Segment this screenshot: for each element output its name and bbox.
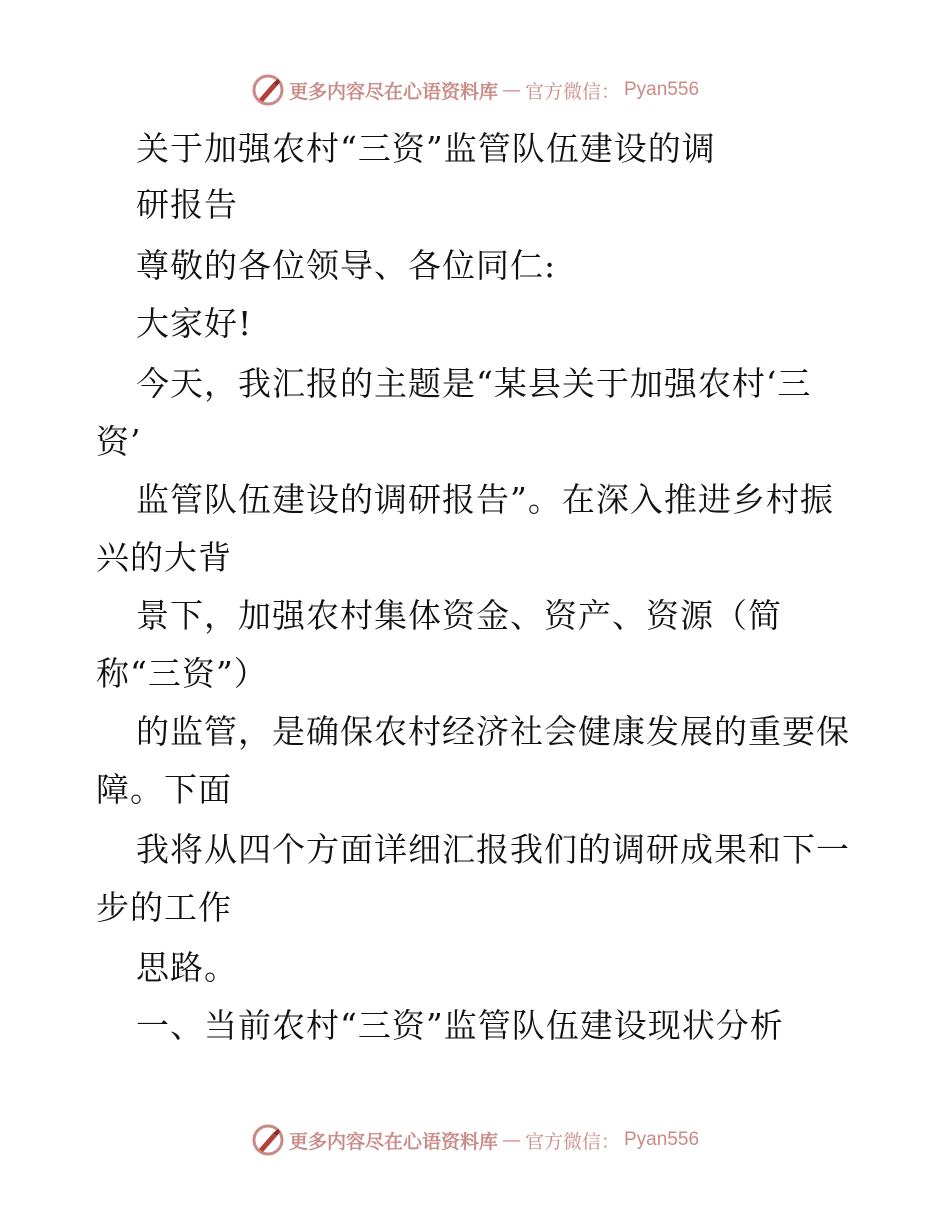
paragraph-line: 今天，我汇报的主题是“某县关于加强农村‘三 [136,364,812,403]
paragraph-line: 兴的大背 [96,538,232,577]
watermark-dash: — [501,79,521,101]
watermark-text: 更多内容尽在心语资料库 [288,80,498,103]
title-line-1: 关于加强农村“三资”监管队伍建设的调 [136,129,716,168]
paragraph-line: 步的工作 [96,888,232,927]
paragraph-line: 监管队伍建设的调研报告”。在深入推进乡村振 [136,480,834,519]
watermark-wechat-label: 官方微信： [524,80,620,103]
pen-logo-icon [251,1123,285,1157]
watermark-text: 更多内容尽在心语资料库 [288,1130,498,1153]
greeting: 大家好! [136,304,253,343]
paragraph-line: 的监管，是确保农村经济社会健康发展的重要保 [136,712,850,751]
watermark-wechat-id: Pyan556 [624,1129,700,1150]
paragraph-line: 景下，加强农村集体资金、资产、资源（简 [136,596,782,635]
title-line-2: 研报告 [136,185,238,224]
watermark-wechat-id: Pyan556 [624,79,700,100]
paragraph-line: 障。下面 [96,770,232,809]
section-heading: 一、当前农村“三资”监管队伍建设现状分析 [136,1006,784,1045]
paragraph-line: 称“三资”） [96,654,268,693]
paragraph-line: 思路。 [136,948,238,987]
footer-watermark [0,1120,950,1160]
header-watermark [0,70,950,110]
paragraph-line: 我将从四个方面详细汇报我们的调研成果和下一 [136,830,850,869]
paragraph-line: 资’ [96,422,142,461]
pen-logo-icon [251,73,285,107]
watermark-dash: — [501,1129,521,1151]
watermark-wechat-label: 官方微信： [524,1130,620,1153]
salutation: 尊敬的各位领导、各位同仁: [136,246,557,285]
